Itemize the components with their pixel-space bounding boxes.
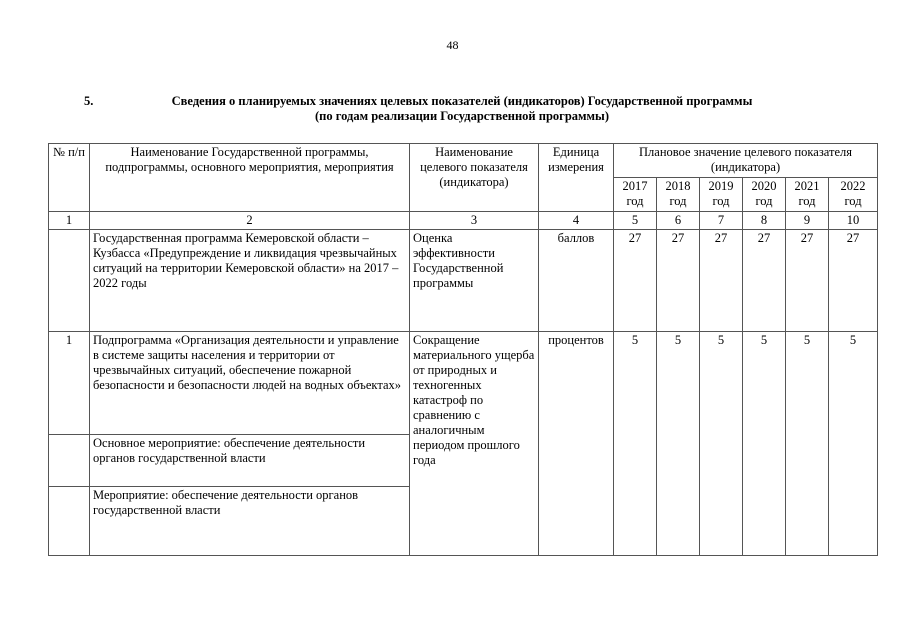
row-program: Мероприятие: обеспечение деятельности органов государственной власти bbox=[90, 487, 410, 556]
col-number: 8 bbox=[743, 212, 786, 230]
col-number: 7 bbox=[700, 212, 743, 230]
col-number: 2 bbox=[90, 212, 410, 230]
col-number: 9 bbox=[786, 212, 829, 230]
section-title-line2: (по годам реализации Государственной программы) bbox=[315, 109, 609, 123]
section-heading bbox=[48, 94, 876, 124]
col-number: 5 bbox=[614, 212, 657, 230]
row-value: 27 bbox=[614, 230, 657, 332]
row-program: Государственная программа Кемеровской области – Кузбасса «Предупреждение и ликвидация чрезвычайных ситуаций на территории Кемеровской области» на 2017 – 2022 годы bbox=[90, 230, 410, 332]
row-value: 5 bbox=[657, 332, 700, 556]
header-year: 2019 год bbox=[700, 178, 743, 212]
header-year: 2022 год bbox=[829, 178, 878, 212]
row-value: 5 bbox=[614, 332, 657, 556]
row-num bbox=[49, 487, 90, 556]
row-value: 27 bbox=[829, 230, 878, 332]
col-number: 6 bbox=[657, 212, 700, 230]
row-value: 5 bbox=[743, 332, 786, 556]
row-program: Основное мероприятие: обеспечение деятельности органов государственной власти bbox=[90, 435, 410, 487]
row-num bbox=[49, 435, 90, 487]
row-num: 1 bbox=[49, 332, 90, 435]
page-number: 48 bbox=[446, 38, 459, 52]
header-planned: Плановое значение целевого показателя (индикатора) bbox=[614, 144, 878, 178]
header-year: 2018 год bbox=[657, 178, 700, 212]
col-number: 1 bbox=[49, 212, 90, 230]
header-year: 2020 год bbox=[743, 178, 786, 212]
indicators-table bbox=[48, 143, 878, 556]
row-unit: баллов bbox=[539, 230, 614, 332]
row-value: 5 bbox=[786, 332, 829, 556]
header-unit: Единица измерения bbox=[539, 144, 614, 212]
header-year: 2021 год bbox=[786, 178, 829, 212]
row-value: 27 bbox=[657, 230, 700, 332]
table-row bbox=[49, 332, 878, 435]
row-value: 27 bbox=[786, 230, 829, 332]
col-number: 4 bbox=[539, 212, 614, 230]
header-program: Наименование Государственной программы, подпрограммы, основного мероприятия, мероприятия bbox=[90, 144, 410, 212]
row-num bbox=[49, 230, 90, 332]
row-value: 27 bbox=[700, 230, 743, 332]
header-year: 2017 год bbox=[614, 178, 657, 212]
header-num: № п/п bbox=[49, 144, 90, 212]
row-indicator: Сокращение материального ущерба от природных и техногенных катастроф по сравнению с аналогичным периодом прошлого года bbox=[410, 332, 539, 556]
row-indicator: Оценка эффективности Государственной программы bbox=[410, 230, 539, 332]
col-number: 10 bbox=[829, 212, 878, 230]
row-unit: процентов bbox=[539, 332, 614, 556]
col-number: 3 bbox=[410, 212, 539, 230]
header-indicator: Наименование целевого показателя (индикатора) bbox=[410, 144, 539, 212]
row-value: 5 bbox=[700, 332, 743, 556]
section-number: 5. bbox=[84, 94, 94, 108]
row-program: Подпрограмма «Организация деятельности и управление в системе защиты населения и территории от чрезвычайных ситуаций, обеспечение пожарной безопасности и безопасности людей на водных объектах» bbox=[90, 332, 410, 435]
row-value: 5 bbox=[829, 332, 878, 556]
section-title-line1: Сведения о планируемых значениях целевых показателей (индикаторов) Государственной программы bbox=[171, 94, 753, 108]
table-row bbox=[49, 230, 878, 332]
row-value: 27 bbox=[743, 230, 786, 332]
